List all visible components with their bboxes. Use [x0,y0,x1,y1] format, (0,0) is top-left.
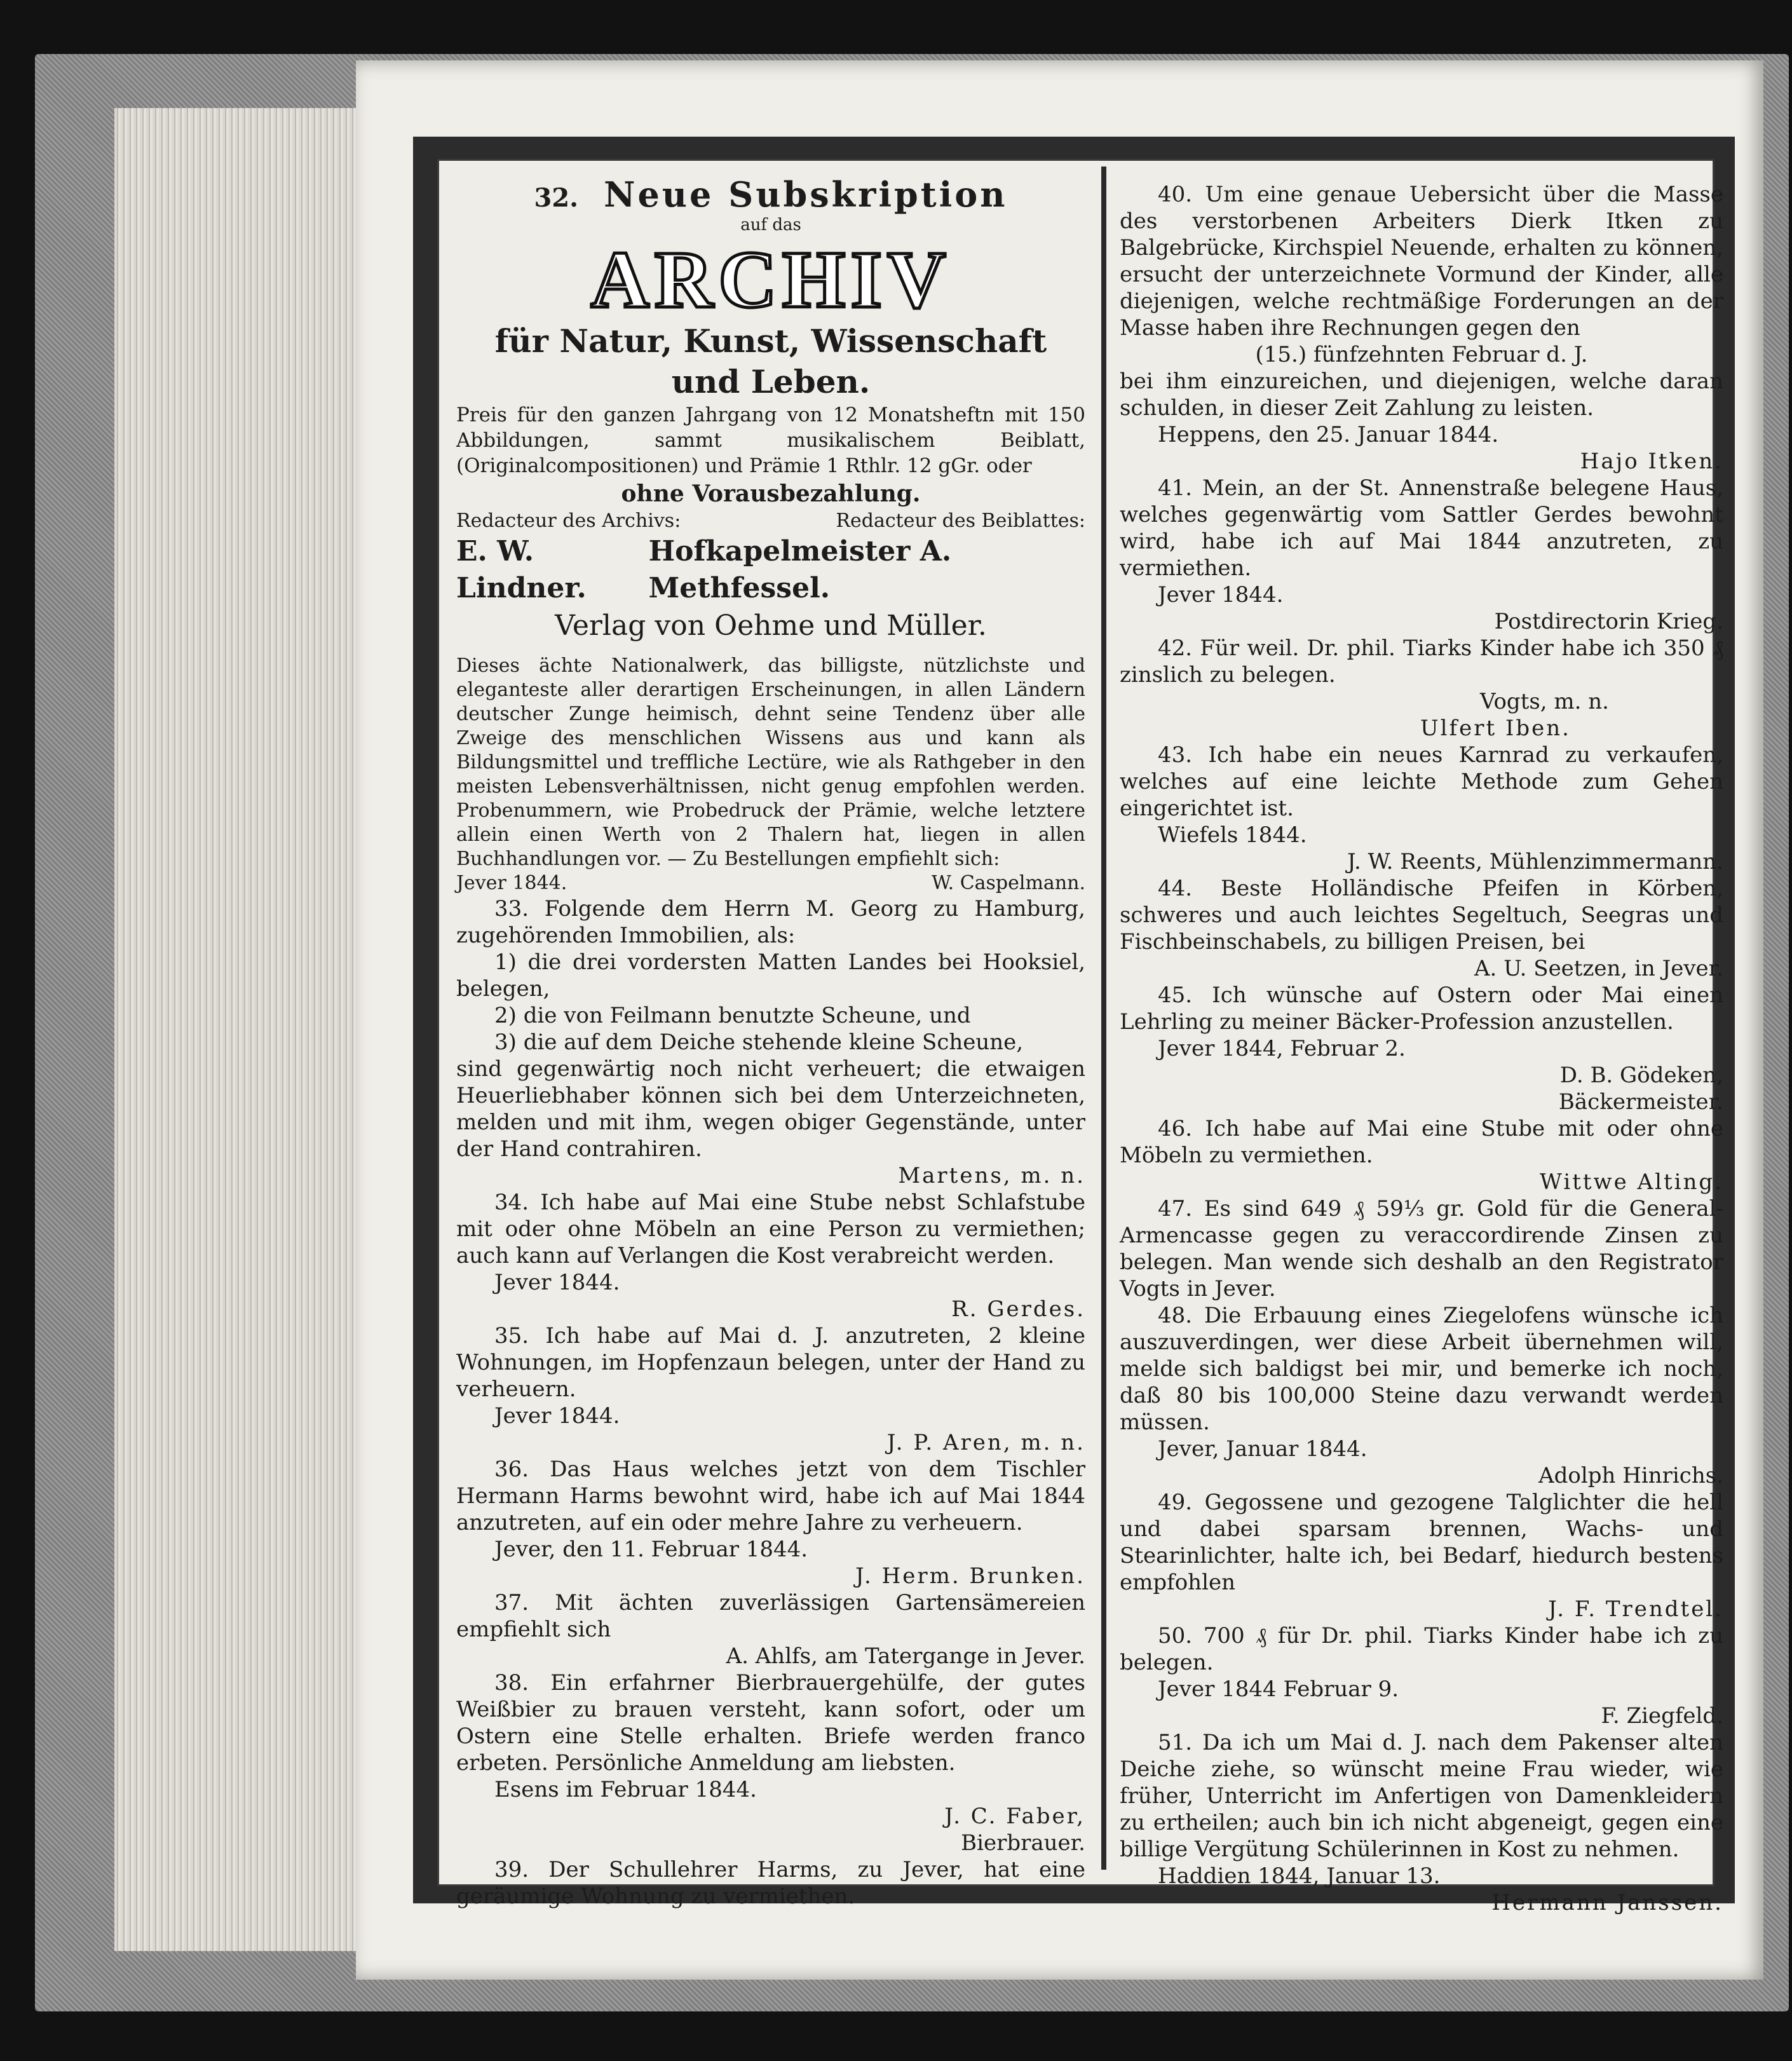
ad-signer: F. Ziegfeld. [1601,1703,1723,1729]
archiv-heading: ARCHIV [590,235,951,325]
ad-text: 42. Für weil. Dr. phil. Tiarks Kinder habe ich 350 ₰ zinslich zu belegen. [1120,636,1723,688]
ad-text: 37. Mit ächten zuverlässigen Gartensämereien empfiehlt sich [456,1590,1085,1642]
ad-33 [456,895,1085,1189]
ad-51 [1120,1729,1723,1916]
ad-50 [1120,1622,1723,1729]
ad-number: 32. [534,183,579,213]
ad-signer-2: Ulfert Iben. [1420,716,1571,741]
ad-place: Jever 1844. [1158,582,1284,608]
editor-labels [456,509,1085,533]
ad-text: 33. Folgende dem Herrn M. Georg zu Hamburg, zugehörenden Immobilien, als: [456,896,1085,948]
ad-text: 43. Ich habe ein neues Karnrad zu verkaufen, welches auf eine leichte Methode zum Gehen eingerichtet ist. [1120,742,1723,821]
ad-34 [456,1189,1085,1323]
ad-signer: Hajo Itken. [1580,449,1723,474]
archiv-payment: ohne Vorausbezahlung. [621,480,921,507]
ad-body: Dieses ächte Nationalwerk, das billigste, nützlichste und eleganteste aller derartigen Erscheinungen, in allen Ländern deutscher Zunge heimisch, dehnt seine Tendenz über alle Zweige des menschlichen Wissens aus und kann als Bildungsmittel und treffliche Lectüre, wie als Rathgeber in den meisten Lebensverhältnissen, nicht genug empfohlen werden. Probenummern, wie Probedruck der Prämie, welche letztere allein einen Werth von 2 Thalern hat, liegen in allen Buchhandlungen vor. — Zu Bestellungen empfiehlt sich: [456,655,1085,870]
ad-footer [456,871,1085,895]
ad-text: 41. Mein, an der St. Annenstraße belegene Haus, welches gegenwärtig vom Sattler Gerdes bewohnt wird, habe ich auf Mai 1844 anzutreten, zu vermiethen. [1120,475,1723,581]
ad-signer: J. F. Trendtel. [1548,1596,1723,1622]
ad-47 [1120,1195,1723,1302]
archiv-price: Preis für den ganzen Jahrgang von 12 Monatsheftn mit 150 Abbildungen, sammt musikalischem Beiblatt, (Originalcompositionen) und Prämie 1 Rthlr. 12 gGr. oder [456,404,1085,477]
editor-names [456,533,1085,607]
ad-place: Haddien 1844, Januar 13. [1158,1863,1441,1889]
ad-signer: Martens, m. n. [898,1163,1085,1188]
ad-38 [456,1670,1085,1856]
ad-place: Jever, Januar 1844. [1158,1436,1368,1462]
ad-44 [1120,875,1723,982]
ad-text: 34. Ich habe auf Mai eine Stube nebst Schlafstube mit oder ohne Möbeln an eine Person zu vermiethen; auch kann auf Verlangen die Kost verabreicht werden. [456,1190,1085,1269]
ad-49 [1120,1489,1723,1622]
ad-39 [456,1856,1085,1910]
editor-beiblatt-name: Hofkapelmeister A. Methfessel. [648,535,952,604]
ad-text: 45. Ich wünsche auf Ostern oder Mai einen Lehrling zu meiner Bäcker-Profession anzustellen. [1120,983,1723,1035]
column-divider [1101,167,1106,1870]
archiv-subtitle: für Natur, Kunst, Wissenschaft und Leben. [494,322,1047,400]
ad-text: 36. Das Haus welches jetzt von dem Tischler Hermann Harms bewohnt wird, habe ich auf Mai 1844 anzutreten, auf ein oder mehre Jahre zu verheuern. [456,1457,1085,1535]
ad-signer: J. P. Aren, m. n. [886,1430,1085,1455]
ad-place: Jever 1844, Februar 2. [1158,1036,1406,1061]
ad-signer: Wittwe Alting. [1539,1169,1723,1195]
ad-40 [1120,181,1723,475]
ad-36 [456,1456,1085,1589]
ad-signer: D. B. Gödeken, [1559,1063,1723,1088]
ad-signer: Adolph Hinrichs. [1538,1463,1723,1488]
ad-37 [456,1589,1085,1670]
ad-place: Esens im Februar 1844. [494,1777,757,1802]
ad-signer: A. U. Seetzen, in Jever. [1474,956,1723,981]
ad-text: 48. Die Erbauung eines Ziegelofens wünsche ich auszuverdingen, wer diese Arbeit übernehmen will, melde sich baldigst bei mir, und bemerke ich noch, daß 80 bis 100,000 Steine dazu verwandt werden müssen. [1120,1303,1723,1435]
ad-place: Wiefels 1844. [1158,822,1307,848]
ad-item: 2) die von Feilmann benutzte Scheune, und [494,1003,971,1028]
ad-title: Neue Subskription [604,174,1008,215]
ad-42 [1120,635,1723,742]
ad-signer: J. C. Faber, [944,1804,1085,1829]
ad-text: 44. Beste Holländische Pfeifen in Körben, schweres und auch leichtes Segeltuch, Seegras und Fischbeinschabels, zu billigen Preisen, bei [1120,876,1723,955]
ad-signer: A. Ahlfs, am Tatergange in Jever. [726,1643,1085,1669]
ad-45 [1120,982,1723,1115]
ad-text: 49. Gegossene und gezogene Talglichter die hell und dabei sparsam brennen, Wachs- und Stearinlichter, halte ich, bei Bedarf, hiedurch bestens empfohlen [1120,1490,1723,1595]
ad-46 [1120,1115,1723,1195]
ad-item: 1) die drei vordersten Matten Landes bei Hooksiel, belegen, [456,949,1085,1002]
ad-signer: Hermann Janssen. [1491,1890,1723,1915]
ad-signer: Postdirectorin Krieg. [1494,609,1723,634]
ad-place: Jever, den 11. Februar 1844. [494,1537,808,1562]
ad-place: Jever 1844. [456,872,567,894]
ad-place: Jever 1844. [494,1270,620,1295]
ad-text: 40. Um eine genaue Uebersicht über die Masse des verstorbenen Arbeiters Dierk Itken zu Balgebrücke, Kirchspiel Neuende, erhalten zu können, ersucht der unterzeichnete Vormund der Kinder, alle diejenigen, welche rechtmäßige Forderungen an der Masse haben ihre Rechnungen gegen den [1120,182,1723,341]
ad-text: sind gegenwärtig noch nicht verheuert; die etwaigen Heuerliebhaber können sich bei dem Unterzeichneten, melden und mit ihm, wegen obiger Gegenstände, unter der Hand contrahiren. [456,1056,1085,1162]
ad-text: bei ihm einzureichen, und diejenigen, welche daran schulden, in dieser Zeit Zahlung zu leisten. [1120,369,1723,421]
ad-48 [1120,1302,1723,1489]
ad-text: 50. 700 ₰ für Dr. phil. Tiarks Kinder habe ich zu belegen. [1120,1623,1723,1675]
ad-place: Jever 1844. [494,1403,620,1429]
ad-signer: R. Gerdes. [951,1296,1085,1322]
ad-item: 3) die auf dem Deiche stehende kleine Scheune, [494,1030,1024,1055]
ad-35 [456,1323,1085,1456]
ad-text: 47. Es sind 649 ₰ 59⅓ gr. Gold für die General-Armencasse gegen zu veraccordirende Zinsen zu belegen. Man wende sich deshalb an den Registrator Vogts in Jever. [1120,1196,1723,1302]
ad-signer: J. Herm. Brunken. [855,1563,1085,1589]
ad-signer: J. W. Reents, Mühlenzimmermann. [1347,849,1723,874]
editor-archiv-name: E. W. Lindner. [456,535,587,604]
ad-text: 39. Der Schullehrer Harms, zu Jever, hat eine geräumige Wohnung zu vermiethen. [456,1857,1085,1909]
ad-place: Jever 1844 Februar 9. [1158,1677,1399,1702]
ad-signer-title: Bierbrauer. [961,1830,1085,1856]
ad-32 [456,174,1085,895]
ad-signer: Vogts, m. n. [1480,689,1609,714]
page-edges [114,108,381,1951]
ad-text: 38. Ein erfahrner Bierbrauergehülfe, der gutes Weißbier zu brauen versteht, kann sofort, oder um Ostern eine Stelle erhalten. Briefe werden franco erbeten. Persönliche Anmeldung am liebsten. [456,1670,1085,1776]
ad-signer-title: Bäckermeister. [1558,1089,1723,1115]
publisher: Verlag von Oehme und Müller. [555,609,987,642]
left-column [456,174,1085,1910]
ad-text: 46. Ich habe auf Mai eine Stube mit oder ohne Möbeln zu vermiethen. [1120,1116,1723,1168]
ad-place: Heppens, den 25. Januar 1844. [1158,422,1499,447]
ad-date: (15.) fünfzehnten Februar d. J. [1255,342,1588,367]
ad-text: 51. Da ich um Mai d. J. nach dem Pakenser alten Deiche ziehe, so wünscht meine Frau wieder, wie früher, Unterricht im Anfertigen von Damenkleidern zu ertheilen; auch bin ich nicht abgeneigt, gegen eine billige Vergütung Schülerinnen in Kost zu nehmen. [1120,1730,1723,1862]
editor-archiv-label: Redacteur des Archivs: [456,510,681,532]
ad-text: 35. Ich habe auf Mai d. J. anzutreten, 2 kleine Wohnungen, im Hopfenzaun belegen, unter der Hand zu verheuern. [456,1323,1085,1402]
editor-beiblatt-label: Redacteur des Beiblattes: [836,510,1085,532]
ad-41 [1120,475,1723,635]
ad-signer: W. Caspelmann. [932,872,1085,894]
right-column [1120,181,1723,1916]
ad-auf-das: auf das [740,215,801,235]
ad-43 [1120,742,1723,875]
